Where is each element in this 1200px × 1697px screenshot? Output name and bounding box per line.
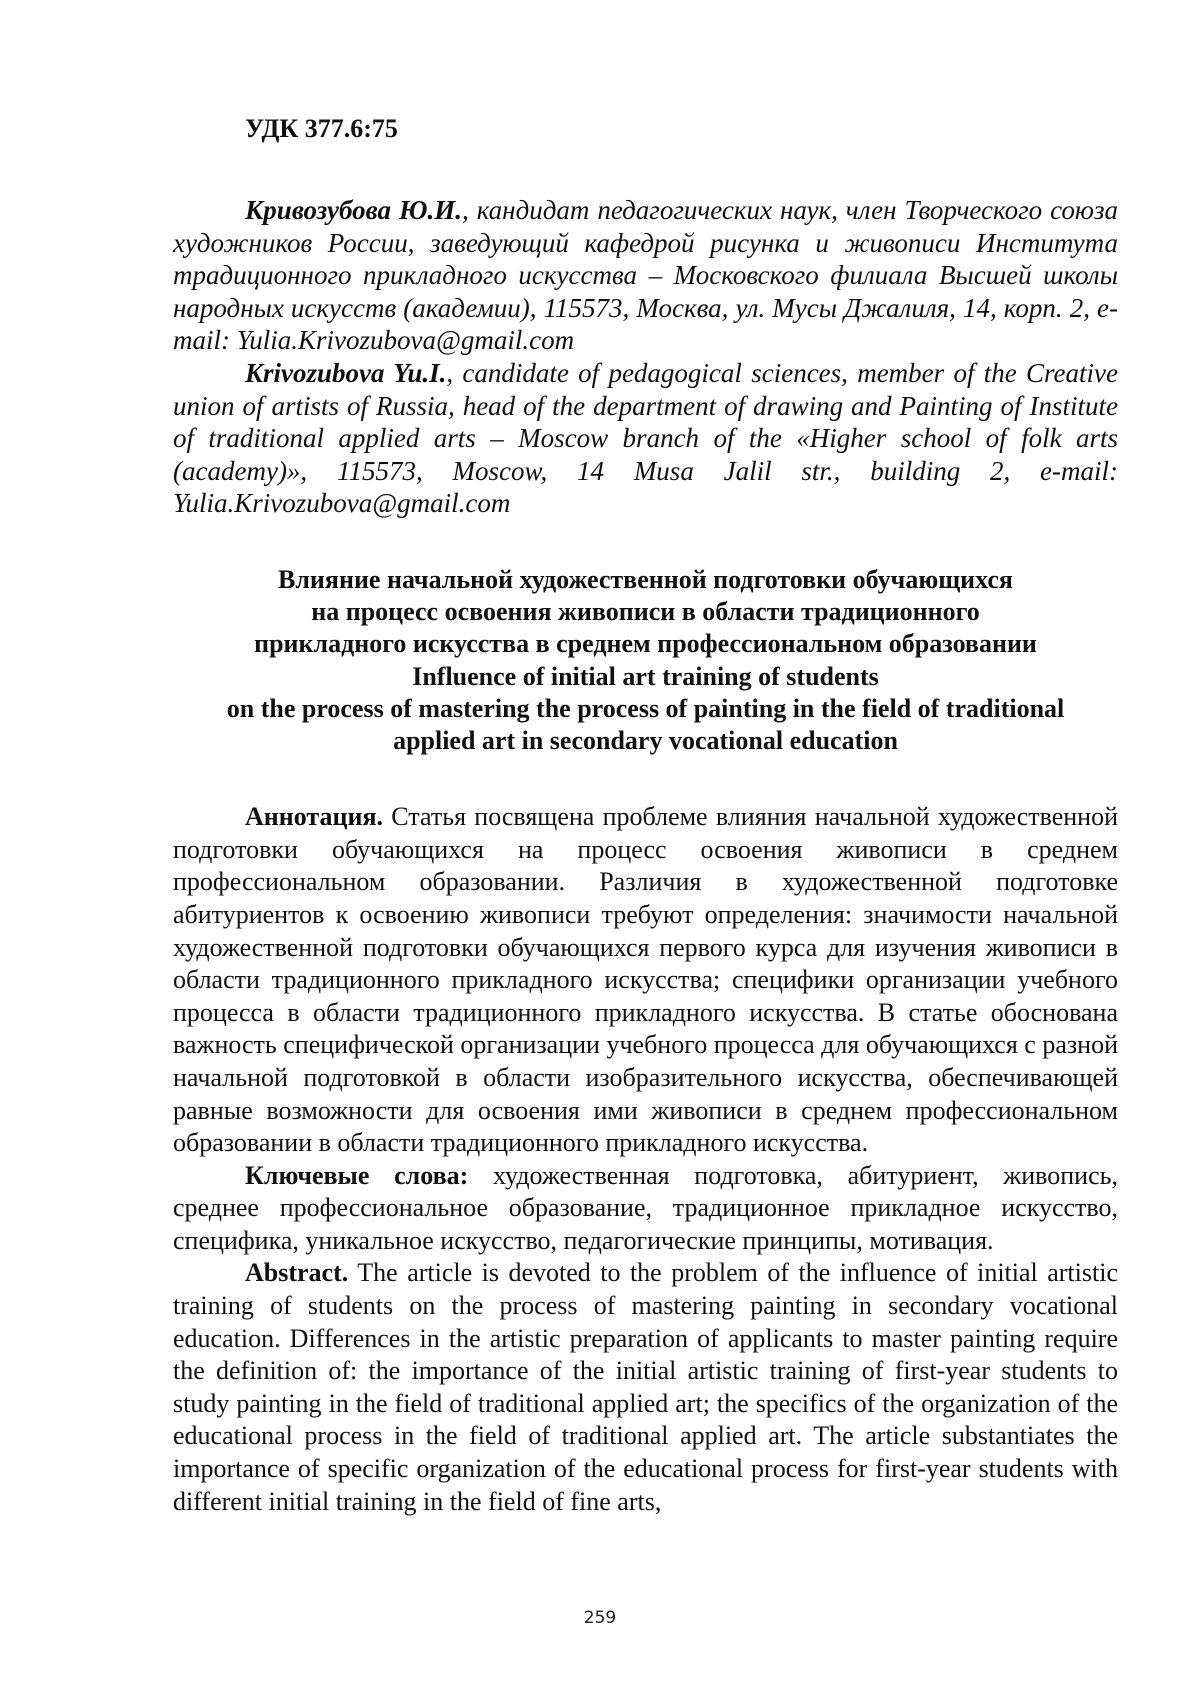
abstract-paragraph	[173, 1257, 1118, 1518]
annotation-text: Статья посвящена проблеме влияния начальной художественной подготовки обучающихся на процесс освоения живописи в среднем профессиональном образовании. Различия в художественной подготовке абитуриентов к освоению живописи требуют определения: значимости начальной художественной подготовки обучающихся первого курса для изучения живописи в области традиционного прикладного искусства; специфики организации учебного процесса в области традиционного прикладного искусства. В статье обоснована важность специфической организации учебного процесса для обучающихся с разной начальной подготовкой в области изобразительного искусства, обеспечивающей равные возможности для освоения ими живописи в среднем профессиональном образовании в области традиционного прикладного искусства.	[173, 802, 1118, 1158]
udc-code: УДК 377.6:75	[245, 114, 398, 143]
page-content	[173, 112, 1118, 1518]
author-affiliation-en	[173, 357, 1118, 520]
author-name-en: Krivozubova Yu.I.	[245, 357, 447, 388]
author-details-ru: , кандидат педагогических наук, член Творческого союза художников России, заведующий кафедрой рисунка и живописи Института традиционного прикладного искусства – Московского филиала Высшей школы народных искусств (академии), 115573, Москва, ул. Мусы Джалиля, 14, корп. 2, e-mail: Yulia.Krivozubova@gmail.com	[173, 195, 1118, 356]
page-number: 259	[583, 1608, 617, 1628]
title-ru-line: прикладного искусства в среднем профессиональном образовании	[254, 629, 1037, 659]
title-en-line: Influence of initial art training of students	[412, 661, 879, 691]
abstract-label: Abstract.	[245, 1258, 349, 1288]
author-name-ru: Кривозубова Ю.И.	[245, 195, 462, 225]
annotation-label: Аннотация.	[245, 802, 384, 832]
keywords-paragraph	[173, 1160, 1118, 1258]
annotation-paragraph	[173, 801, 1118, 1160]
title-ru-line: на процесс освоения живописи в области традиционного	[311, 597, 980, 627]
keywords-text: художественная подготовка, абитуриент, живопись, среднее профессиональное образование, традиционное прикладное искусство, специфика, уникальное искусство, педагогические принципы, мотивация.	[173, 1160, 1118, 1255]
title-ru-line: Влияние начальной художественной подготовки обучающихся	[278, 564, 1013, 594]
article-title	[173, 564, 1118, 757]
title-en-line: applied art in secondary vocational education	[393, 725, 898, 755]
abstract-text: The article is devoted to the problem of the influence of initial artistic training of students on the process of mastering painting in secondary vocational education. Differences in the artistic preparation of applicants to master painting require the definition of: the importance of the initial artistic training of first-year students to study painting in the field of traditional applied art; the specifics of the organization of the educational process in the field of traditional applied art. The article substantiates the importance of specific organization of the educational process for first-year students with different initial training in the field of fine arts,	[173, 1258, 1118, 1516]
author-affiliation-ru	[173, 194, 1118, 357]
author-details-en: , candidate of pedagogical sciences, member of the Creative union of artists of Russia, head of the department of drawing and Painting of Institute of traditional applied arts – Moscow branch of the «Higher school of folk arts (academy)», 115573, Moscow, 14 Musa Jalil str., building 2, e-mail: Yulia.Krivozubova@gmail.com	[173, 357, 1119, 519]
title-en-line: on the process of mastering the process of painting in the field of traditional	[226, 693, 1065, 723]
keywords-label: Ключевые слова:	[245, 1160, 469, 1190]
